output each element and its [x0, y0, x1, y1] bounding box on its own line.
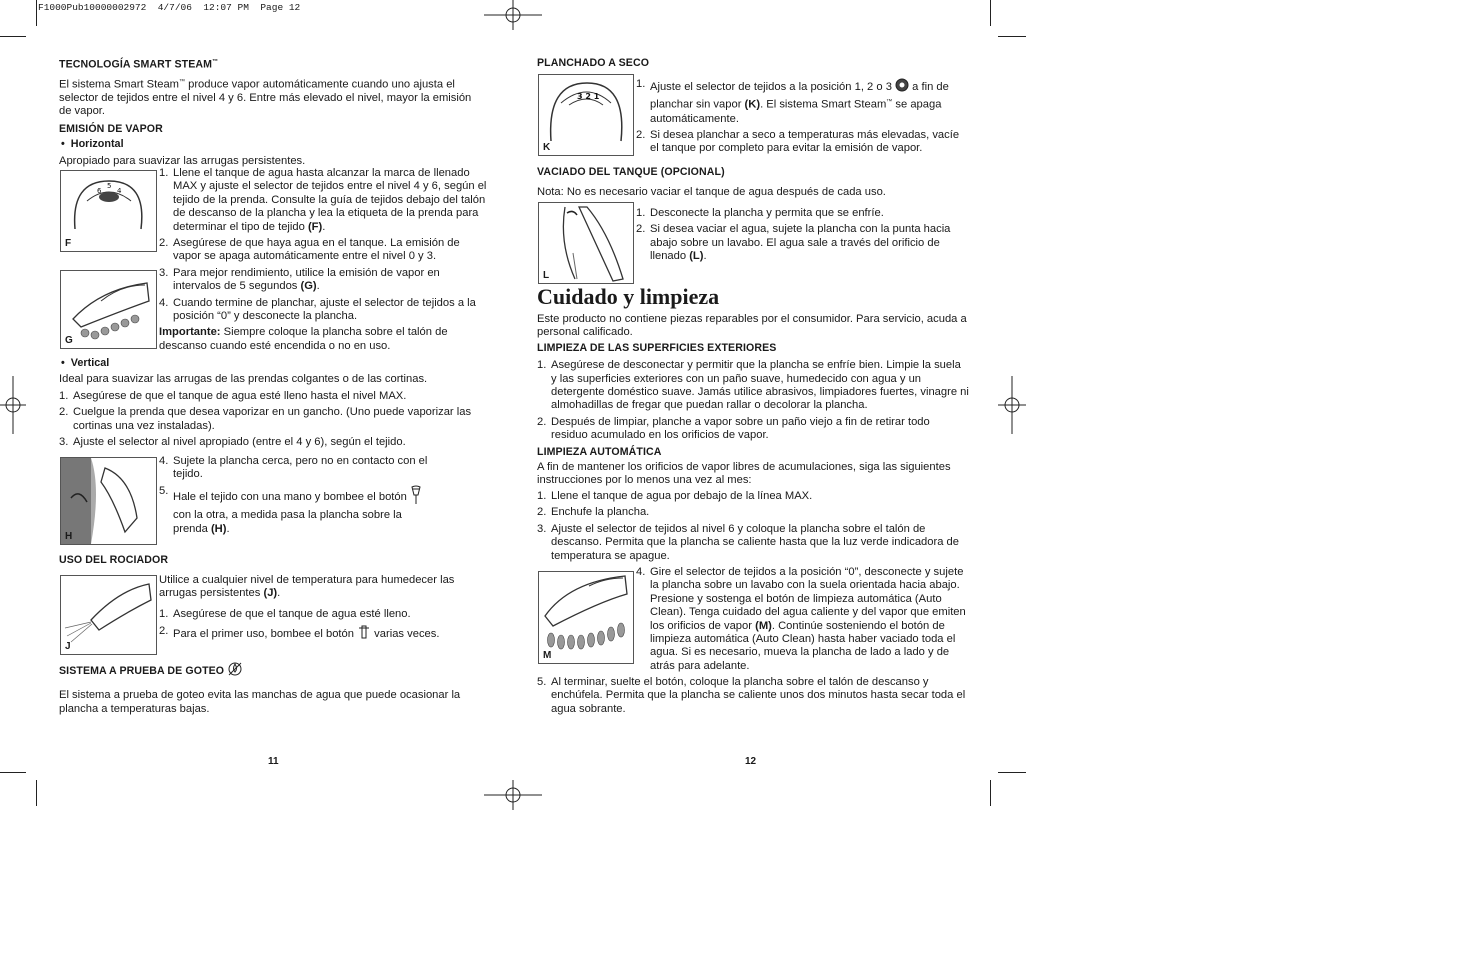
vertical-step-4: 4. Sujete la plancha cerca, pero no en contacto con el tejido.: [159, 455, 428, 481]
dial-digit: 5: [107, 182, 112, 190]
auto-clean-heading: LIMPIEZA AUTOMÁTICA: [537, 445, 662, 458]
vertical-step-3: 3. Ajuste el selector al nivel apropiado (entre el 4 y 6), según el tejido.: [59, 436, 406, 449]
page-number-left: 11: [268, 756, 279, 767]
exterior-step-2: 2. Después de limpiar, planche a vapor sobre un paño viejo a fin de retirar todo residuo acumulado en los orificios de vapor.: [537, 415, 930, 442]
horizontal-label: Horizontal: [70, 138, 124, 151]
care-title: Cuidado y limpieza: [537, 284, 720, 309]
care-intro: Este producto no contiene piezas reparables por el consumidor. Para servicio, acuda a personal calificado.: [537, 313, 967, 339]
horizontal-desc: Apropiado para suavizar las arrugas persistentes.: [59, 154, 306, 167]
figure-label: J: [65, 641, 71, 652]
figure-j: [60, 575, 157, 655]
page-number-right: 12: [745, 756, 757, 767]
dial-digits: 3 2 1: [577, 92, 600, 101]
empty-heading: VACIADO DEL TANQUE (OPCIONAL): [537, 166, 725, 178]
auto-clean-illustration: [539, 572, 633, 663]
vertical-desc: Ideal para suavizar las arrugas de las prendas colgantes o de las cortinas.: [59, 373, 428, 386]
exterior-step-1: 1. Asegúrese de desconectar y permitir que la plancha se enfríe bien. Limpie la suela y las superficies exteriores con un paño suave, humedecido con agua y un detergente doméstico suave. Jamás utilice abrasivos, limpiadores fuertes, vinagre ni almohadillas de fregar que puedan rallar o decolorar la plancha.: [537, 359, 969, 412]
dry-heading: PLANCHADO A SECO: [537, 57, 650, 69]
anti-drip-icon: [227, 661, 243, 681]
step-4: 4. Cuando termine de planchar, ajuste el selector de tejidos a la posición “0” y desconecte la plancha.: [159, 296, 476, 323]
sprayer-heading: USO DEL ROCIADOR: [59, 554, 169, 566]
vertical-steaming-illustration: [61, 458, 156, 544]
empty-step-2: 2. Si desea vaciar el agua, sujete la plancha con la punta hacia abajo sobre un lavabo. El agua sale a través del orificio de llenado (L).: [636, 223, 951, 263]
important-note: Importante: Siempre coloque la plancha sobre el talón de descanso cuando esté encendida o no en uso.: [159, 326, 448, 352]
empty-step-1: 1. Desconecte la plancha y permita que se enfríe.: [636, 207, 884, 219]
auto-step-4: 4. Gire el selector de tejidos a la posición “0”, desconecte y sujete la plancha sobre un lavabo con la suela orientada hacia abajo. Presione y sostenga el botón de limpieza automática (Auto Clean). Tenga cuidado del agua caliente y del vapor que emiten los orificios de vapor (M). Continúe sosteniendo el botón de limpieza automática (Auto Clean) hasta haber vaciado toda el agua. Si es necesario, mueva la plancha de lado a lado y de atrás para adelante.: [636, 566, 966, 672]
figure-l: [538, 202, 634, 284]
figure-label: L: [543, 270, 550, 281]
vertical-step-1: 1. Asegúrese de que el tanque de agua esté lleno hasta el nivel MAX.: [59, 389, 407, 402]
spray-illustration: [61, 576, 156, 654]
empty-note: Nota: No es necesario vaciar el tanque de agua después de cada uso.: [537, 186, 886, 199]
tm-mark: ™: [212, 59, 219, 65]
figure-k: [538, 74, 634, 156]
fabric-dial-illustration: [61, 171, 156, 251]
figure-m: [538, 571, 634, 664]
sprayer-intro: Utilice a cualquier nivel de temperatura para humedecer las arrugas persistentes (J).: [159, 574, 455, 600]
figure-label: G: [65, 335, 73, 346]
vertical-step-5: 5. Hale el tejido con una mano y bombee el botón con la otra, a medida pasa la plancha sobre la prenda (H).: [159, 485, 429, 536]
vertical-step-2: 2. Cuelgue la prenda que desea vaporizar en un gancho. (Uno puede vaporizar las cortinas una vez instaladas).: [59, 406, 472, 432]
smart-steam-text: El sistema Smart Steam: [59, 78, 179, 91]
sprayer-step-1: 1. Asegúrese de que el tanque de agua esté lleno.: [159, 607, 411, 620]
print-slug: F1000Pub10000002972 4/7/06 12:07 PM Page 12: [38, 2, 301, 13]
figure-label: M: [543, 650, 552, 661]
figure-label: K: [543, 142, 551, 153]
auto-step-1: 1. Llene el tanque de agua por debajo de la línea MAX.: [537, 489, 813, 502]
drip-heading: SISTEMA A PRUEBA DE GOTEO: [59, 665, 225, 677]
figure-f: [60, 170, 157, 252]
auto-clean-intro: A fin de mantener los orificios de vapor libres de acumulaciones, siga las siguientes instrucciones por lo menos una vez al mes:: [537, 461, 951, 487]
auto-step-3: 3. Ajuste el selector de tejidos al nivel 6 y coloque la plancha sobre el talón de descanso. Permita que la plancha se caliente hasta que la luz verde indicadora de temperatura se apague.: [537, 522, 959, 562]
dry-dial-illustration: [539, 75, 633, 155]
sprayer-step-2: 2. Para el primer uso, bombee el botón varias veces.: [159, 625, 484, 643]
vertical-label: Vertical: [70, 357, 110, 369]
step-1: 1. Llene el tanque de agua hasta alcanzar la marca de llenado MAX y ajuste el selector de tejidos entre el nivel 4 y 6, según el tejido de la prenda. Consulte la guía de tejidos debajo del talón de descanso de la plancha y lea la etiqueta de la prenda para determinar el tipo de tejido (F).: [159, 167, 487, 233]
smart-steam-heading: TECNOLOGÍA SMART STEAM: [59, 58, 213, 71]
figure-g: [60, 270, 157, 349]
iron-steam-illustration: [61, 271, 156, 348]
exterior-heading: LIMPIEZA DE LAS SUPERFICIES EXTERIORES: [537, 341, 777, 354]
dial-digit: 4: [117, 187, 122, 195]
dial-digit: 6: [97, 187, 102, 195]
spray-icon: [357, 625, 371, 643]
figure-label: F: [65, 238, 72, 249]
emptying-tank-illustration: [539, 203, 633, 283]
figure-label: H: [65, 531, 73, 542]
dry-step-1: 1. Ajuste el selector de tejidos a la posición 1, 2 o 3 a fin de planchar sin vapor (K). El sistema Smart Steam™ se apaga automáticamente.: [636, 78, 949, 125]
dry-setting-icon: [895, 78, 909, 96]
auto-step-2: 2. Enchufe la plancha.: [537, 506, 650, 519]
steam-emission-heading: EMISIÓN DE VAPOR: [59, 122, 163, 135]
spray-button-icon: [410, 485, 422, 509]
auto-step-5: 5. Al terminar, suelte el botón, coloque la plancha sobre el talón de descanso y enchúfela. Permita que la plancha se caliente unos dos minutos hasta secar toda el agua sobrante.: [537, 676, 966, 715]
step-3: 3. Para mejor rendimiento, utilice la emisión de vapor en intervalos de 5 segundos (G).: [159, 266, 440, 293]
figure-h: [60, 457, 157, 545]
dry-step-2: 2. Si desea planchar a seco a temperaturas más elevadas, vacíe el tanque por completo para evitar la emisión de vapor.: [636, 128, 960, 155]
drip-text: El sistema a prueba de goteo evita las manchas de agua que puede ocasionar la plancha a temperaturas bajas.: [59, 689, 461, 715]
step-2: 2. Asegúrese de que haya agua en el tanque. La emisión de vapor se apaga automáticamente entre el nivel 0 y 3.: [159, 237, 460, 263]
